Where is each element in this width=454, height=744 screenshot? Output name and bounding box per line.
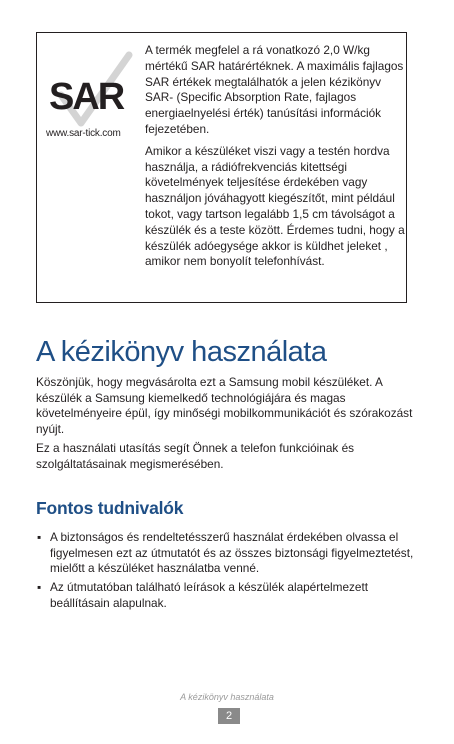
page-title: A kézikönyv használata bbox=[36, 336, 327, 368]
intro-text bbox=[36, 375, 416, 472]
list-item-text: A biztonságos és rendeltetésszerű használat érdekében olvassa el figyelmesen ezt az útmutatót és az összes biztonsági figyelmeztetést, mielőtt a készüléket használatba venné. bbox=[50, 530, 414, 576]
intro-paragraph: Köszönjük, hogy megvásárolta ezt a Samsung mobil készüléket. A készülék a Samsung kiemelkedő technológiájára és magas követelményeire épül, így minőségi mobilkommunikációt és szórakozást nyújt. bbox=[36, 375, 413, 437]
bullet-icon: ▪ bbox=[37, 530, 42, 544]
section-heading: Fontos tudnivalók bbox=[36, 498, 184, 518]
sar-notice-box bbox=[36, 32, 407, 303]
sar-paragraph: Amikor a készüléket viszi vagy a testén hordva használja, a rádiófrekvenciás kitettségi követelmények teljesítése érdekében vagy használjon jóváhagyott kiegészítőt, mint például tokot, vagy tartson legalább 1,5 cm távolságot a készülék és a teste között. Érdemes tudni, hogy a készülék adóegysége akkor is küldhet jeleket , amikor nem bonyolít telefonhívást. bbox=[145, 143, 405, 269]
sar-url: www.sar-tick.com bbox=[46, 128, 121, 139]
sar-text bbox=[145, 43, 405, 270]
list-item bbox=[36, 530, 416, 577]
footer-section-label: A kézikönyv használata bbox=[180, 692, 274, 702]
bullet-icon: ▪ bbox=[37, 580, 42, 595]
list-item bbox=[36, 580, 416, 611]
sar-paragraph: A termék megfelel a rá vonatkozó 2,0 W/kg mértékű SAR határértéknek. A maximális fajlagos SAR értékek megtalálhatók a jelen kézikönyv SAR- (Specific Absorption Rate, fajlagos energiaelnyelési érték) tanúsítási információk fejezetében. bbox=[145, 43, 404, 136]
page-number: 2 bbox=[218, 708, 240, 724]
sar-logo bbox=[47, 51, 133, 131]
list-item-text: Az útmutatóban található leírások a készülék alapértelmezett beállításain alapulnak. bbox=[50, 580, 369, 610]
bullet-list bbox=[36, 530, 416, 612]
sar-logo-text: SAR bbox=[49, 76, 124, 118]
intro-paragraph: Ez a használati utasítás segít Önnek a telefon funkcióinak és szolgáltatásainak megismerésében. bbox=[36, 440, 355, 471]
